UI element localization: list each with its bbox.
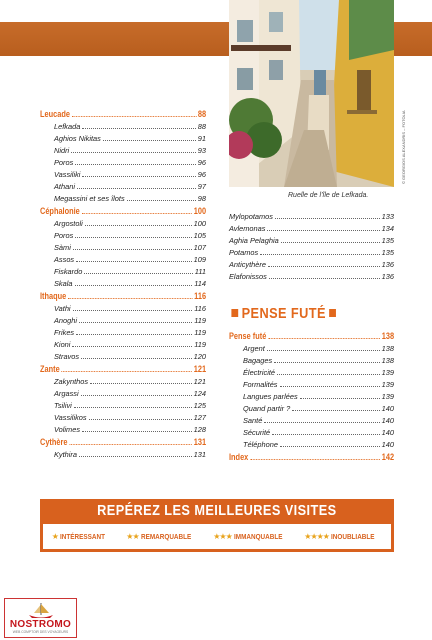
toc-entry <box>229 380 394 392</box>
toc-section-entry <box>40 291 206 304</box>
toc-page-number: 105 <box>193 231 206 240</box>
dot-leader <box>74 407 192 408</box>
toc-page-number: 96 <box>197 158 206 167</box>
toc-page-number: 119 <box>194 316 206 325</box>
star-icon: ★★★★ <box>304 532 329 541</box>
toc-entry-title: Anticythère <box>229 260 266 269</box>
nostromo-logo <box>4 598 77 638</box>
toc-entry-title: Kioni <box>54 340 71 349</box>
toc-entry <box>40 425 206 437</box>
dot-leader <box>275 218 380 219</box>
toc-page-number: 135 <box>381 248 394 257</box>
toc-page-number: 128 <box>193 425 206 434</box>
toc-column-right-bottom <box>229 331 394 465</box>
toc-entry <box>229 368 394 380</box>
toc-entry-title: Volimes <box>54 425 81 434</box>
toc-entry-title: Potamos <box>229 248 259 257</box>
toc-section-entry <box>229 452 394 465</box>
toc-section-entry <box>229 331 394 344</box>
toc-page-number: 139 <box>381 368 394 377</box>
dot-leader <box>75 237 191 238</box>
toc-entry-title: Zante <box>40 364 60 374</box>
dot-leader <box>82 431 192 432</box>
toc-entry-title: Quand partir ? <box>243 404 291 413</box>
toc-entry-title: Santé <box>243 416 263 425</box>
rating-2: ★★ REMARQUABLE <box>126 532 191 541</box>
toc-entry <box>229 392 394 404</box>
toc-page-number: 91 <box>197 134 206 143</box>
dot-leader <box>277 374 380 375</box>
toc-page-number: 133 <box>381 212 394 221</box>
toc-page-number: 139 <box>381 392 394 401</box>
dot-leader <box>267 230 379 231</box>
toc-page-number: 88 <box>197 109 207 119</box>
dot-leader <box>90 383 192 384</box>
dot-leader <box>75 285 193 286</box>
toc-entry-title: Megassini et ses îlots <box>54 194 125 203</box>
toc-entry <box>40 158 206 170</box>
toc-page-number: 96 <box>197 170 206 179</box>
toc-entry-title: Nidri <box>54 146 70 155</box>
toc-page-number: 120 <box>193 352 206 361</box>
toc-entry <box>229 260 394 272</box>
toc-entry <box>40 122 206 134</box>
toc-entry-title: Cythère <box>40 437 68 447</box>
toc-entry-title: Argassi <box>54 389 79 398</box>
toc-page-number: 135 <box>381 236 394 245</box>
square-bullet-icon <box>231 309 238 317</box>
toc-page-number: 136 <box>381 272 394 281</box>
toc-entry <box>229 356 394 368</box>
toc-page-number: 138 <box>381 331 395 341</box>
toc-page-number: 114 <box>194 279 206 288</box>
toc-entry <box>40 401 206 413</box>
toc-page-number: 121 <box>193 364 207 374</box>
toc-entry-title: Sécurité <box>243 428 271 437</box>
toc-entry-title: Athani <box>54 182 75 191</box>
toc-entry-title: Électricité <box>243 368 276 377</box>
toc-page-number: 100 <box>193 219 206 228</box>
toc-column-right-top <box>229 212 394 284</box>
toc-entry <box>229 404 394 416</box>
toc-entry <box>40 352 206 364</box>
toc-entry-title: Bagages <box>243 356 273 365</box>
dot-leader <box>73 249 192 250</box>
toc-page-number: 136 <box>381 260 394 269</box>
toc-entry-title: Skala <box>54 279 73 288</box>
toc-entry-title: Aghios Nikitas <box>54 134 101 143</box>
dot-leader <box>127 200 196 201</box>
dot-leader <box>82 176 195 177</box>
toc-entry-title: Argent <box>243 344 265 353</box>
toc-page-number: 131 <box>193 437 207 447</box>
toc-entry-title: Aghia Pelaghia <box>229 236 279 245</box>
dot-leader <box>76 334 192 335</box>
dot-leader <box>71 152 196 153</box>
toc-entry-title: Sàmi <box>54 243 71 252</box>
toc-entry <box>40 231 206 243</box>
toc-section-entry <box>40 109 206 122</box>
dot-leader <box>82 128 195 129</box>
toc-entry-title: Kythira <box>54 450 78 459</box>
logo-name: NOSTROMO <box>9 619 72 630</box>
toc-entry <box>229 224 394 236</box>
dot-leader <box>85 225 192 226</box>
toc-page-number: 121 <box>193 377 206 386</box>
dot-leader <box>89 419 192 420</box>
toc-entry <box>40 316 206 328</box>
dot-leader <box>76 261 192 262</box>
toc-entry-title: Mylopotamos <box>229 212 273 221</box>
toc-page-number: 131 <box>193 450 206 459</box>
dot-leader <box>292 410 379 411</box>
dot-leader <box>272 434 380 435</box>
toc-page-number: 93 <box>197 146 206 155</box>
toc-page-number: 124 <box>193 389 206 398</box>
toc-page-number: 100 <box>193 206 207 216</box>
star-icon: ★★★ <box>213 532 232 541</box>
toc-page-number: 119 <box>194 328 206 337</box>
dot-leader <box>280 386 380 387</box>
dot-leader <box>269 278 380 279</box>
toc-entry <box>40 170 206 182</box>
toc-page-number: 119 <box>194 340 206 349</box>
toc-page-number: 138 <box>381 356 394 365</box>
toc-entry-title: Leucade <box>40 109 70 119</box>
toc-entry-title: Vathi <box>54 304 71 313</box>
photo-caption: Ruelle de l'île de Lefkada. <box>288 192 369 199</box>
toc-entry-title: Céphalonie <box>40 206 80 216</box>
dot-leader <box>103 140 196 141</box>
toc-page-number: 134 <box>381 224 394 233</box>
toc-entry-title: Formalités <box>243 380 278 389</box>
dot-leader <box>260 254 379 255</box>
toc-entry-title: Poros <box>54 158 74 167</box>
square-bullet-icon <box>329 309 336 317</box>
toc-entry <box>229 428 394 440</box>
toc-page-number: 140 <box>381 404 394 413</box>
toc-entry <box>40 182 206 194</box>
toc-entry-title: Anoghi <box>54 316 78 325</box>
toc-entry-title: Ithaque <box>40 291 67 301</box>
toc-entry-title: Index <box>229 452 249 462</box>
dot-leader <box>81 395 192 396</box>
toc-entry <box>40 377 206 389</box>
rating-banner <box>40 499 394 552</box>
dot-leader <box>79 456 192 457</box>
toc-entry <box>40 267 206 279</box>
toc-page-number: 109 <box>193 255 206 264</box>
toc-entry <box>229 236 394 248</box>
toc-entry <box>229 272 394 284</box>
toc-page-number: 88 <box>197 122 206 131</box>
toc-page-number: 125 <box>193 401 206 410</box>
toc-entry <box>40 134 206 146</box>
toc-entry <box>40 279 206 291</box>
toc-page-number: 140 <box>381 440 394 449</box>
toc-entry <box>229 344 394 356</box>
toc-entry-title: Fiskardo <box>54 267 83 276</box>
toc-entry-title: Lefkada <box>54 122 81 131</box>
dot-leader <box>61 371 192 372</box>
dot-leader <box>267 350 380 351</box>
toc-entry <box>229 248 394 260</box>
toc-entry <box>40 413 206 425</box>
toc-entry-title: Vassilikos <box>54 413 87 422</box>
toc-entry-title: Pense futé <box>229 331 267 341</box>
rating-legend <box>43 524 391 549</box>
toc-entry-title: Poros <box>54 231 74 240</box>
toc-entry <box>40 146 206 158</box>
dot-leader <box>81 358 192 359</box>
dot-leader <box>68 298 193 299</box>
toc-entry-title: Assos <box>54 255 75 264</box>
dot-leader <box>268 338 380 339</box>
dot-leader <box>281 242 380 243</box>
toc-entry-title: Zakynthos <box>54 377 89 386</box>
toc-entry-title: Elafonissos <box>229 272 267 281</box>
toc-section-entry <box>40 364 206 377</box>
dot-leader <box>264 422 379 423</box>
toc-entry <box>40 389 206 401</box>
toc-entry-title: Avlemonas <box>229 224 266 233</box>
toc-entry <box>40 255 206 267</box>
star-icon: ★ <box>51 532 58 541</box>
toc-page-number: 138 <box>381 344 394 353</box>
toc-entry-title: Vassiliki <box>54 170 81 179</box>
toc-entry <box>229 212 394 224</box>
street-photo <box>229 0 394 187</box>
pense-fute-heading: PENSE FUTÉ <box>228 305 340 322</box>
dot-leader <box>72 346 192 347</box>
photo-credit: © GEORGIOS ALEXANDRIS – FOTOLIA <box>401 110 406 184</box>
toc-page-number: 140 <box>381 416 394 425</box>
dot-leader <box>75 164 195 165</box>
toc-entry <box>229 416 394 428</box>
rating-1: ★ INTÉRESSANT <box>51 532 105 541</box>
toc-entry <box>40 194 206 206</box>
toc-page-number: 140 <box>381 428 394 437</box>
toc-column-left <box>40 109 206 462</box>
toc-page-number: 98 <box>197 194 206 203</box>
toc-entry <box>40 340 206 352</box>
rating-4: ★★★★ INOUBLIABLE <box>304 532 375 541</box>
toc-entry <box>40 304 206 316</box>
dot-leader <box>79 322 192 323</box>
toc-entry-title: Frikes <box>54 328 75 337</box>
star-icon: ★★ <box>126 532 139 541</box>
toc-entry-title: Langues parlées <box>243 392 298 401</box>
toc-page-number: 139 <box>381 380 394 389</box>
toc-page-number: 127 <box>193 413 206 422</box>
dot-leader <box>300 398 380 399</box>
toc-section-entry <box>40 206 206 219</box>
toc-section-entry <box>40 437 206 450</box>
rating-3: ★★★ IMMANQUABLE <box>213 532 283 541</box>
toc-page-number: 97 <box>197 182 206 191</box>
dot-leader <box>274 362 379 363</box>
ship-icon <box>27 601 55 621</box>
dot-leader <box>280 446 380 447</box>
dot-leader <box>69 444 192 445</box>
toc-entry-title: Stravos <box>54 352 80 361</box>
toc-entry <box>40 450 206 462</box>
toc-page-number: 107 <box>193 243 206 252</box>
dot-leader <box>77 188 196 189</box>
logo-tagline: WEB COMPTOIR DES VOYAGEURS <box>12 630 69 634</box>
toc-page-number: 116 <box>194 291 207 301</box>
toc-page-number: 142 <box>381 452 395 462</box>
toc-entry <box>40 243 206 255</box>
toc-entry-title: Téléphone <box>243 440 278 449</box>
toc-entry <box>229 440 394 452</box>
dot-leader <box>250 459 380 460</box>
dot-leader <box>268 266 380 267</box>
toc-entry-title: Argostoli <box>54 219 83 228</box>
dot-leader <box>73 310 193 311</box>
toc-entry <box>40 219 206 231</box>
dot-leader <box>81 213 192 214</box>
dot-leader <box>84 273 192 274</box>
toc-entry <box>40 328 206 340</box>
toc-page-number: 116 <box>194 304 206 313</box>
banner-title: REPÉREZ LES MEILLEURES VISITES <box>97 502 337 519</box>
toc-entry-title: Tsilivi <box>54 401 72 410</box>
toc-page-number: 111 <box>194 267 206 276</box>
dot-leader <box>72 116 197 117</box>
